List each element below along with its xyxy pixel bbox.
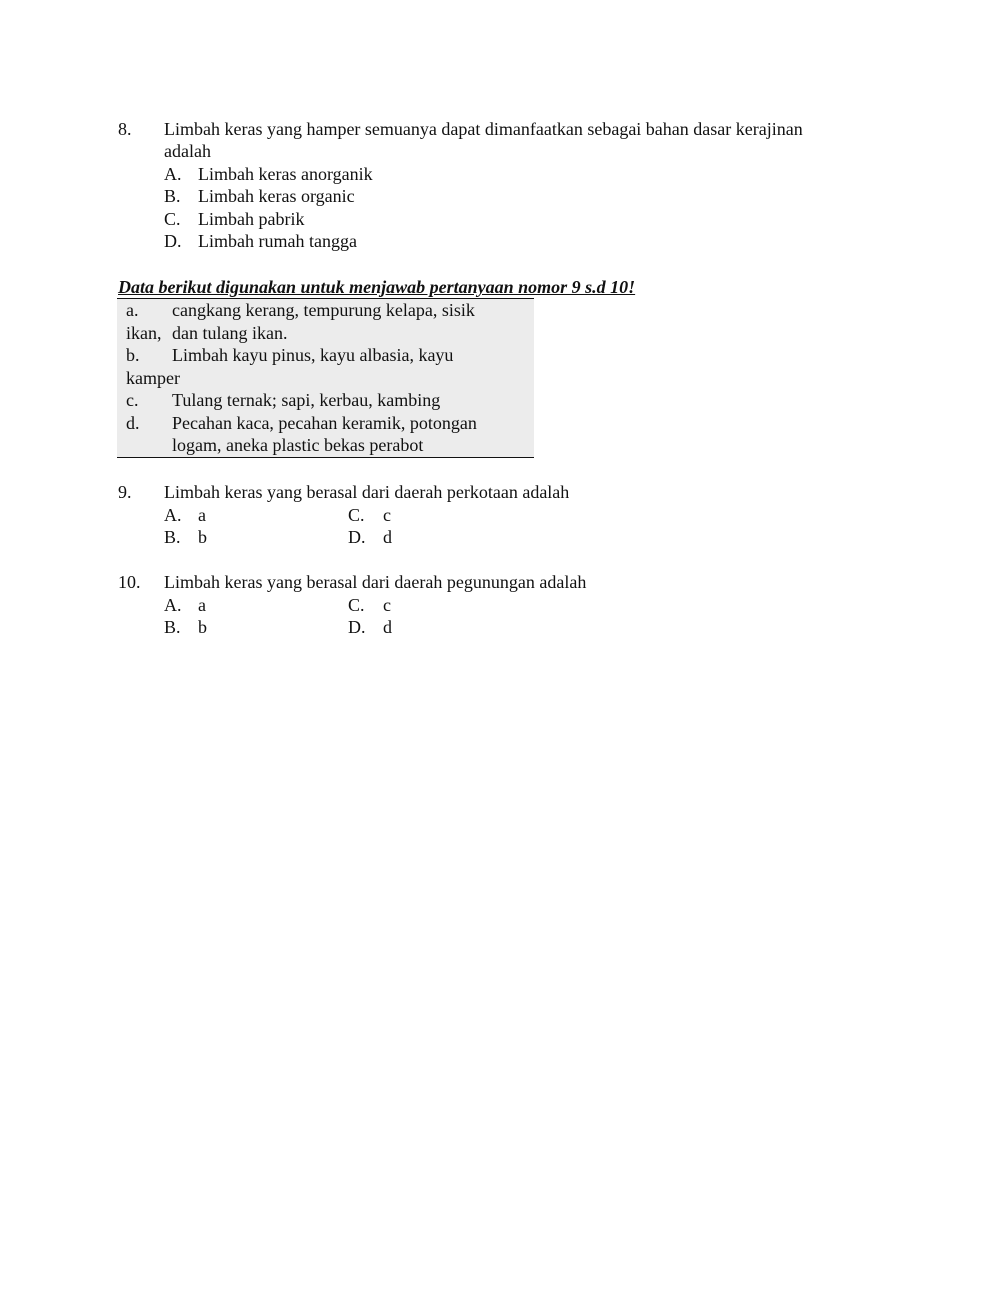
- item-b-label: b.: [126, 345, 140, 365]
- question-number: 8.: [118, 119, 132, 139]
- option-letter: B.: [164, 617, 181, 637]
- option-text: Limbah pabrik: [198, 209, 305, 229]
- data-heading: Data berikut digunakan untuk menjawab pertanyaan nomor 9 s.d 10!: [118, 277, 636, 297]
- option-letter: C.: [164, 209, 181, 229]
- option-text: c: [383, 505, 391, 525]
- option-letter: B.: [164, 527, 181, 547]
- item-b-text-continued: kamper: [126, 368, 180, 388]
- option-letter: A.: [164, 164, 182, 184]
- question-number: 10.: [118, 572, 141, 592]
- option-letter: B.: [164, 186, 181, 206]
- data-box: [117, 298, 534, 458]
- option-text: d: [383, 527, 392, 547]
- option-text: b: [198, 617, 207, 637]
- item-d-text: Pecahan kaca, pecahan keramik, potongan: [172, 413, 477, 433]
- item-a-label: a.: [126, 300, 139, 320]
- option-letter: D.: [164, 231, 182, 251]
- option-text: a: [198, 595, 206, 615]
- item-d-text-continued: logam, aneka plastic bekas perabot: [172, 435, 424, 455]
- item-a-text-continued: dan tulang ikan.: [172, 323, 288, 343]
- question-text-continued: adalah: [164, 141, 211, 161]
- option-letter: D.: [348, 617, 366, 637]
- option-text: b: [198, 527, 207, 547]
- item-d-label: d.: [126, 413, 140, 433]
- item-c-text: Tulang ternak; sapi, kerbau, kambing: [172, 390, 441, 410]
- option-text: a: [198, 505, 206, 525]
- item-a-text-prefix: ikan,: [126, 323, 162, 343]
- question-text: Limbah keras yang hamper semuanya dapat dimanfaatkan sebagai bahan dasar kerajinan: [164, 119, 803, 139]
- option-text: c: [383, 595, 391, 615]
- question-text: Limbah keras yang berasal dari daerah pegunungan adalah: [164, 572, 587, 592]
- option-letter: A.: [164, 595, 182, 615]
- option-letter: C.: [348, 505, 365, 525]
- option-text: d: [383, 617, 392, 637]
- option-letter: D.: [348, 527, 366, 547]
- item-b-text: Limbah kayu pinus, kayu albasia, kayu: [172, 345, 454, 365]
- option-text: Limbah keras organic: [198, 186, 355, 206]
- option-letter: C.: [348, 595, 365, 615]
- item-c-label: c.: [126, 390, 139, 410]
- option-letter: A.: [164, 505, 182, 525]
- question-text: Limbah keras yang berasal dari daerah perkotaan adalah: [164, 482, 570, 502]
- option-text: Limbah keras anorganik: [198, 164, 373, 184]
- question-number: 9.: [118, 482, 132, 502]
- item-a-text: cangkang kerang, tempurung kelapa, sisik: [172, 300, 475, 320]
- option-text: Limbah rumah tangga: [198, 231, 357, 251]
